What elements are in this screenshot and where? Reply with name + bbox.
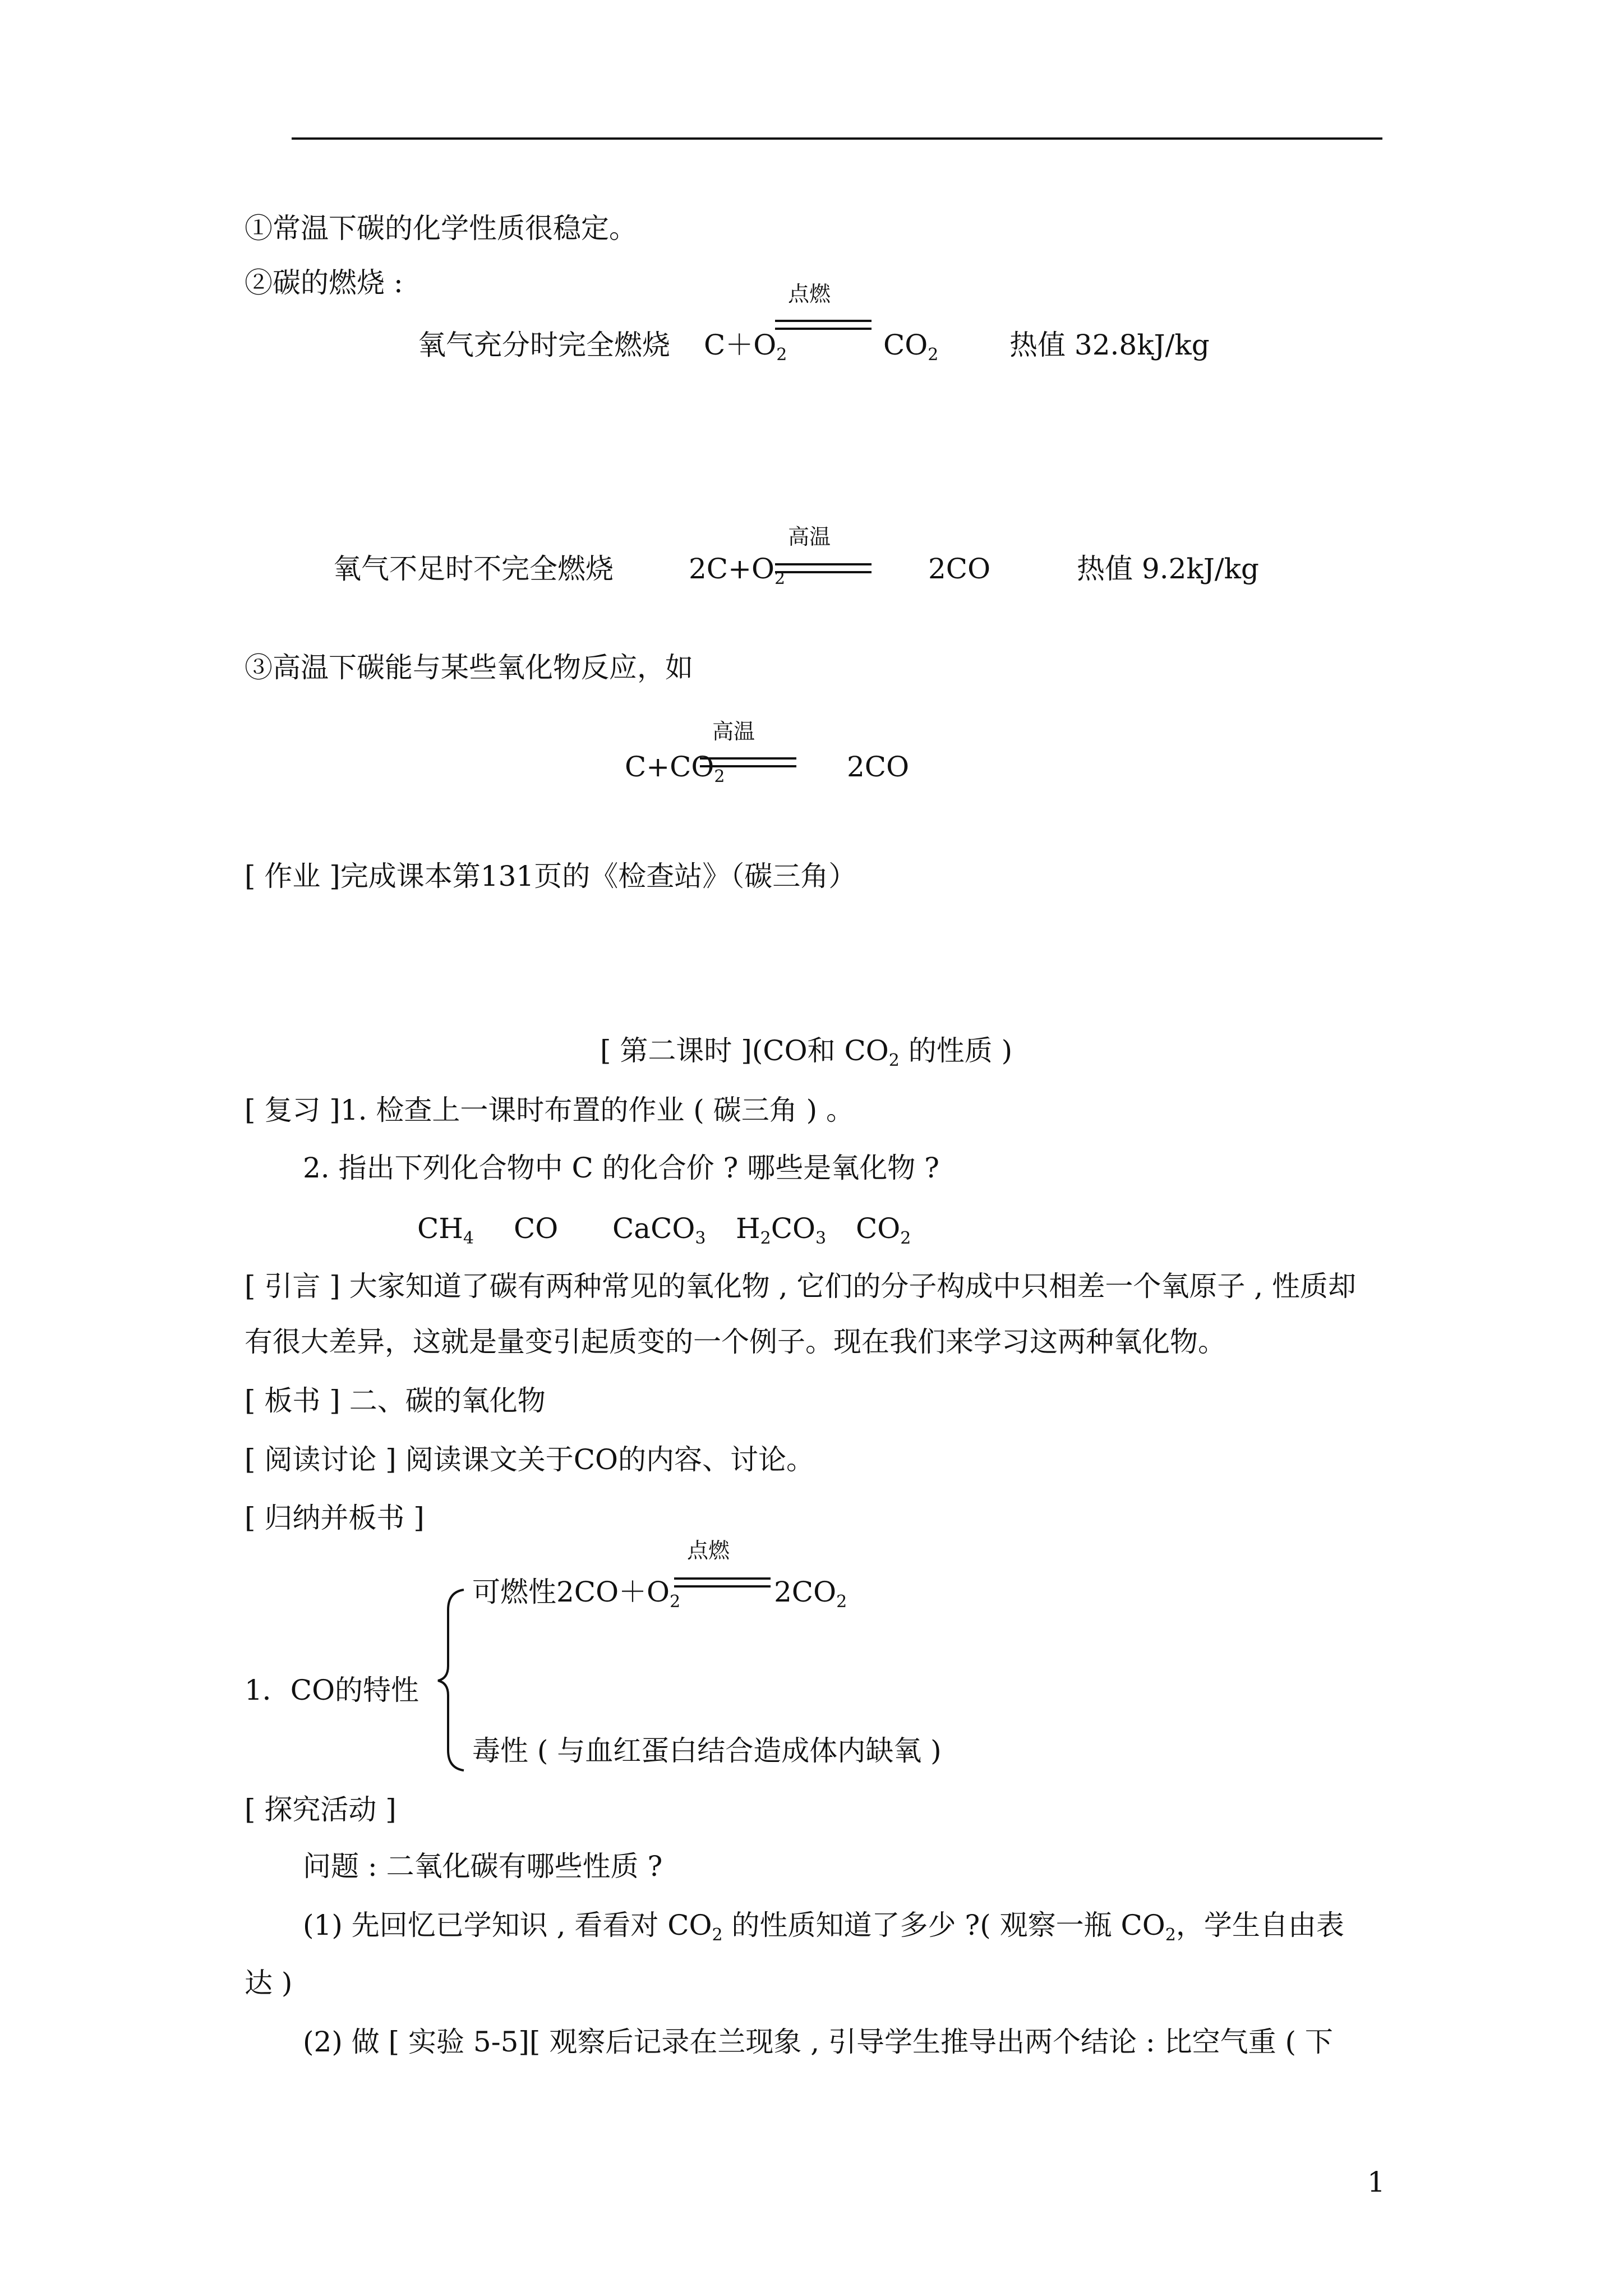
intro-line1: [ 引言 ] 大家知道了碳有两种常见的氧化物 , 它们的分子构成中只相差一个氧原子 , 性质却 bbox=[245, 1270, 1357, 1303]
reaction1-label: 氧气充分时完全燃烧 bbox=[418, 329, 670, 361]
step1-line1: (1) 先回忆已学知识 , 看看对 $CO_2$ 的性质知道了多少 ?( 观察一瓶 $CO_2$，学生自由表 bbox=[303, 1909, 1344, 1945]
explore-question: 问题 : 二氧化碳有哪些性质 ? bbox=[303, 1850, 663, 1883]
reaction1-product: $CO_2$ bbox=[883, 329, 939, 365]
co-combustion-condition: 点燃 bbox=[687, 1538, 730, 1563]
co-combustion-product: $2CO_2$ bbox=[774, 1576, 847, 1612]
explore-heading: [ 探究活动 ] bbox=[245, 1793, 396, 1826]
homework: [ 作业 ]完成课本第131页的《检查站》（碳三角） bbox=[245, 860, 857, 892]
reaction3-product: 2CO bbox=[847, 751, 910, 783]
header-rule bbox=[292, 137, 1382, 140]
reaction3-condition: 高温 bbox=[712, 719, 755, 744]
summary-heading: [ 归纳并板书 ] bbox=[245, 1502, 425, 1534]
read-discuss: [ 阅读讨论 ] 阅读课文关于CO的内容、讨论。 bbox=[245, 1443, 814, 1476]
reaction2-reactants: $2C+O_2$ bbox=[689, 553, 786, 588]
lesson2-title: [ 第二课时 ](CO和 $CO_2$ 的性质 ) bbox=[600, 1034, 1013, 1070]
review-line1: [ 复习 ]1. 检查上一课时布置的作业 ( 碳三角 ) 。 bbox=[245, 1094, 854, 1126]
board-note: [ 板书 ] 二、碳的氧化物 bbox=[245, 1384, 546, 1417]
paragraph-oxide-reaction: ③高温下碳能与某些氧化物反应，如 bbox=[245, 651, 693, 684]
reaction2-heat: 热值 9.2kJ/kg bbox=[1077, 553, 1259, 585]
reaction1-equals bbox=[775, 320, 872, 330]
step1-line2: 达 ) bbox=[245, 1967, 293, 1999]
intro-line2: 有很大差异，这就是量变引起质变的一个例子。现在我们来学习这两种氧化物。 bbox=[245, 1326, 1226, 1358]
brace-icon bbox=[435, 1588, 468, 1773]
reaction1-heat: 热值 32.8kJ/kg bbox=[1009, 329, 1210, 361]
reaction1-reactants: $C+O_2$ bbox=[704, 329, 787, 365]
page-number: 1 bbox=[1367, 2166, 1385, 2198]
compound-co2: $CO_2$ bbox=[856, 1212, 911, 1248]
reaction2-equals bbox=[775, 563, 872, 573]
paragraph-stability: ①常温下碳的化学性质很稳定。 bbox=[245, 212, 637, 245]
co-flammability: 可燃性$2CO+O_2$ bbox=[472, 1576, 681, 1612]
reaction1-condition: 点燃 bbox=[788, 282, 831, 306]
reaction2-product: 2CO bbox=[928, 553, 991, 585]
co-combustion-equals bbox=[674, 1577, 771, 1588]
paragraph-combustion: ②碳的燃烧 : bbox=[245, 266, 403, 299]
compound-caco3: CaCO$_3$ bbox=[612, 1212, 706, 1248]
review-line2: 2. 指出下列化合物中 C 的化合价 ? 哪些是氧化物 ? bbox=[303, 1152, 939, 1184]
co-toxicity: 毒性 ( 与血红蛋白结合造成体内缺氧 ) bbox=[472, 1734, 942, 1767]
compound-co: CO bbox=[514, 1212, 559, 1245]
co-properties-title: 1．CO的特性 bbox=[245, 1674, 419, 1706]
compound-h2co3: $H_2CO_3$ bbox=[736, 1212, 827, 1248]
reaction3-reactants: $C+CO_2$ bbox=[625, 751, 725, 786]
step2-line: (2) 做 [ 实验 5-5][ 观察后记录在兰现象 , 引导学生推导出两个结论 : 比空气重 ( 下 bbox=[303, 2026, 1333, 2058]
reaction2-label: 氧气不足时不完全燃烧 bbox=[333, 553, 614, 585]
compound-ch4: $CH_4$ bbox=[417, 1212, 474, 1248]
reaction2-condition: 高温 bbox=[788, 524, 831, 549]
